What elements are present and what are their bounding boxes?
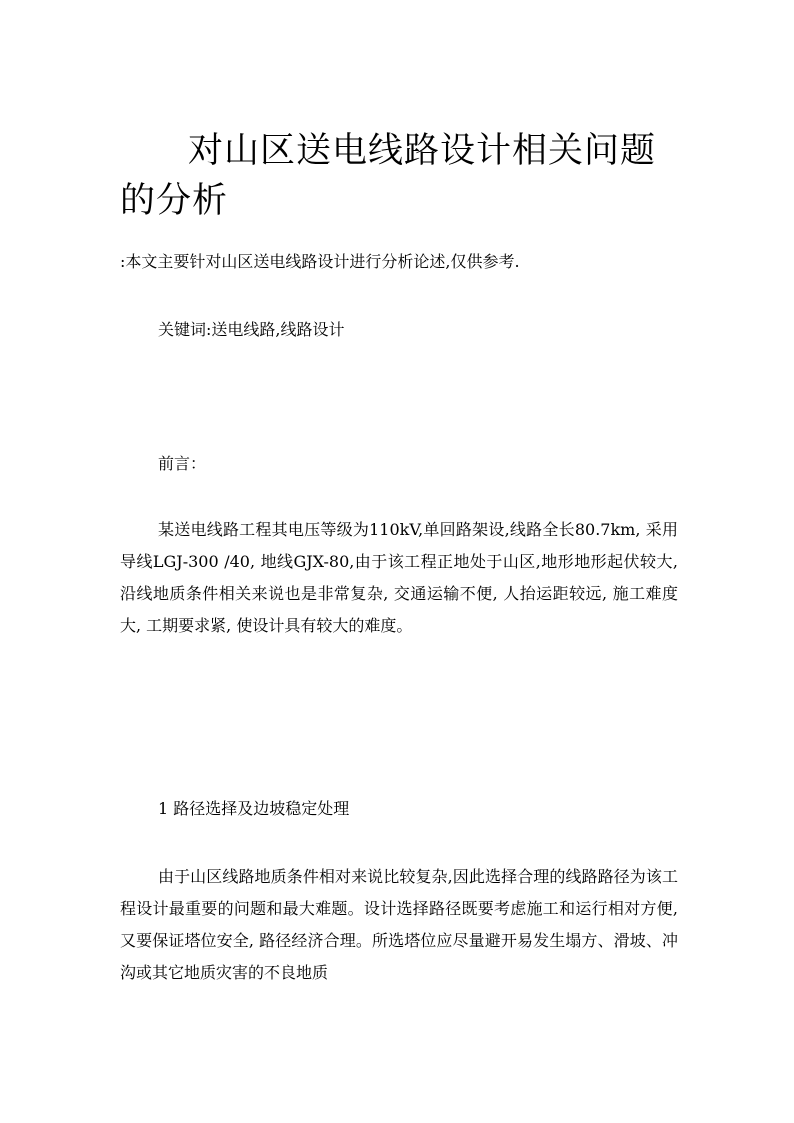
- abstract-text: :本文主要针对山区送电线路设计进行分析论述,仅供参考.: [120, 252, 520, 271]
- section-1-heading: 1 路径选择及边坡稳定处理: [158, 799, 350, 818]
- preface-paragraph: 某送电线路工程其电压等级为110kV,单回路架设,线路全长80.7km, 采用导线LGJ-300 /40, 地线GJX-80,由于该工程正地处于山区,地形地形起伏较大, 沿线地质条件相关来说也是非常复杂, 交通运输不便, 人抬运距较远, 施工难度大, 工期要求紧, 使设计具有较大的难度。: [120, 520, 678, 635]
- section-1-paragraph: 由于山区线路地质条件相对来说比较复杂,因此选择合理的线路路径为该工程设计最重要的问题和最大难题。设计选择路径既要考虑施工和运行相对方便, 又要保证塔位安全, 路径经济合理。所选塔位应尽量避开易发生塌方、滑坡、冲沟或其它地质灾害的不良地质: [120, 867, 678, 982]
- preface-heading: 前言：: [158, 454, 207, 473]
- document-title: 对山区送电线路设计相关问题的分析: [120, 131, 657, 221]
- keywords-text: 关键词:送电线路,线路设计: [158, 320, 345, 339]
